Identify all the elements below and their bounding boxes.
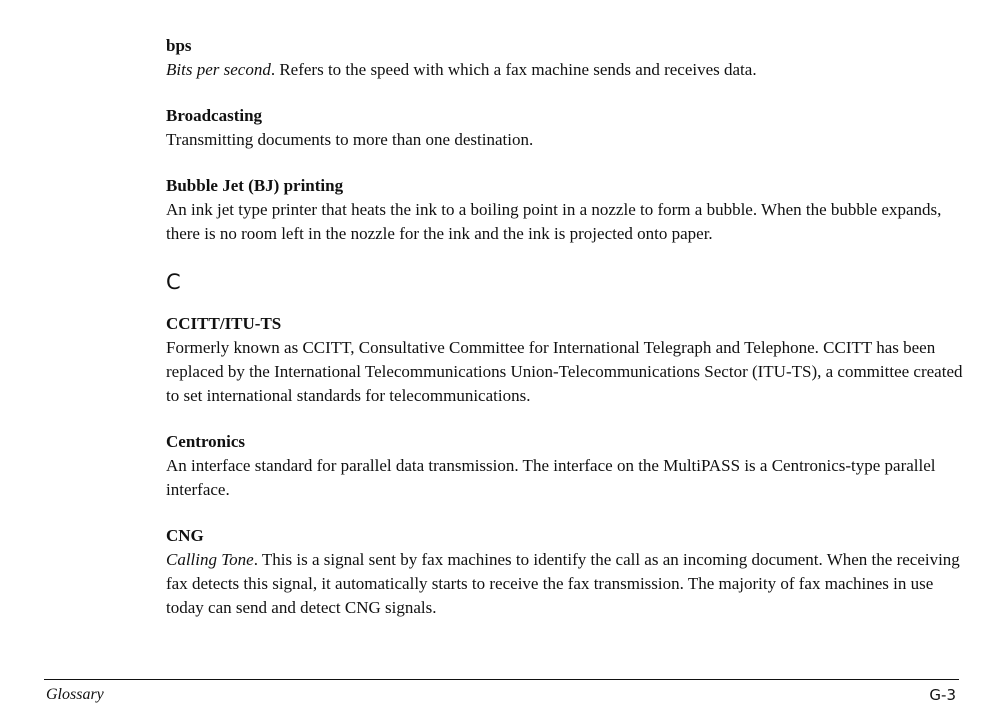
definition-text: . This is a signal sent by fax machines to identify the call as an incoming document. When the receiving fax detects this signal, it automatically starts to receive the fax transmission. The majority of fax machines in use today can send and detect CNG signals. xyxy=(166,550,960,617)
glossary-term: CCITT/ITU-TS xyxy=(166,314,282,333)
glossary-entry-bubble-jet xyxy=(166,174,966,246)
glossary-entry-bps xyxy=(166,34,966,82)
glossary-definition xyxy=(166,336,966,408)
glossary-definition xyxy=(166,58,966,82)
glossary-term: Broadcasting xyxy=(166,106,263,125)
glossary-term: Bubble Jet (BJ) printing xyxy=(166,176,344,195)
glossary-entry-cng xyxy=(166,524,966,620)
section-heading-c: C xyxy=(166,270,181,294)
glossary-definition xyxy=(166,548,966,620)
definition-text: . Refers to the speed with which a fax machine sends and receives data. xyxy=(270,60,757,79)
footer-divider xyxy=(44,679,959,680)
footer-section-name: Glossary xyxy=(46,686,104,703)
glossary-term: CNG xyxy=(166,526,204,545)
definition-text: An ink jet type printer that heats the ink to a boiling point in a nozzle to form a bubble. When the bubble expands, there is no room left in the nozzle for the ink and the ink is projected onto paper. xyxy=(166,200,942,243)
definition-text: Transmitting documents to more than one destination. xyxy=(166,130,534,149)
definition-italic: Bits per second xyxy=(166,60,271,79)
glossary-term: bps xyxy=(166,36,192,55)
glossary-definition xyxy=(166,128,966,152)
definition-italic: Calling Tone xyxy=(166,550,254,569)
glossary-entry-ccitt xyxy=(166,312,966,408)
definition-text: Formerly known as CCITT, Consultative Committee for International Telegraph and Telephone. CCITT has been replaced by the International Telecommunications Union-Telecommunications Sector (ITU-TS), a committee created to set international standards for telecommunications. xyxy=(166,338,963,405)
definition-text: An interface standard for parallel data transmission. The interface on the MultiPASS is a Centronics-type parallel interface. xyxy=(166,456,936,499)
glossary-content xyxy=(166,34,966,642)
glossary-entry-broadcasting xyxy=(166,104,966,152)
glossary-entry-centronics xyxy=(166,430,966,502)
glossary-definition xyxy=(166,198,966,246)
glossary-definition xyxy=(166,454,966,502)
glossary-term: Centronics xyxy=(166,432,246,451)
footer-page-number: G-3 xyxy=(929,686,956,704)
